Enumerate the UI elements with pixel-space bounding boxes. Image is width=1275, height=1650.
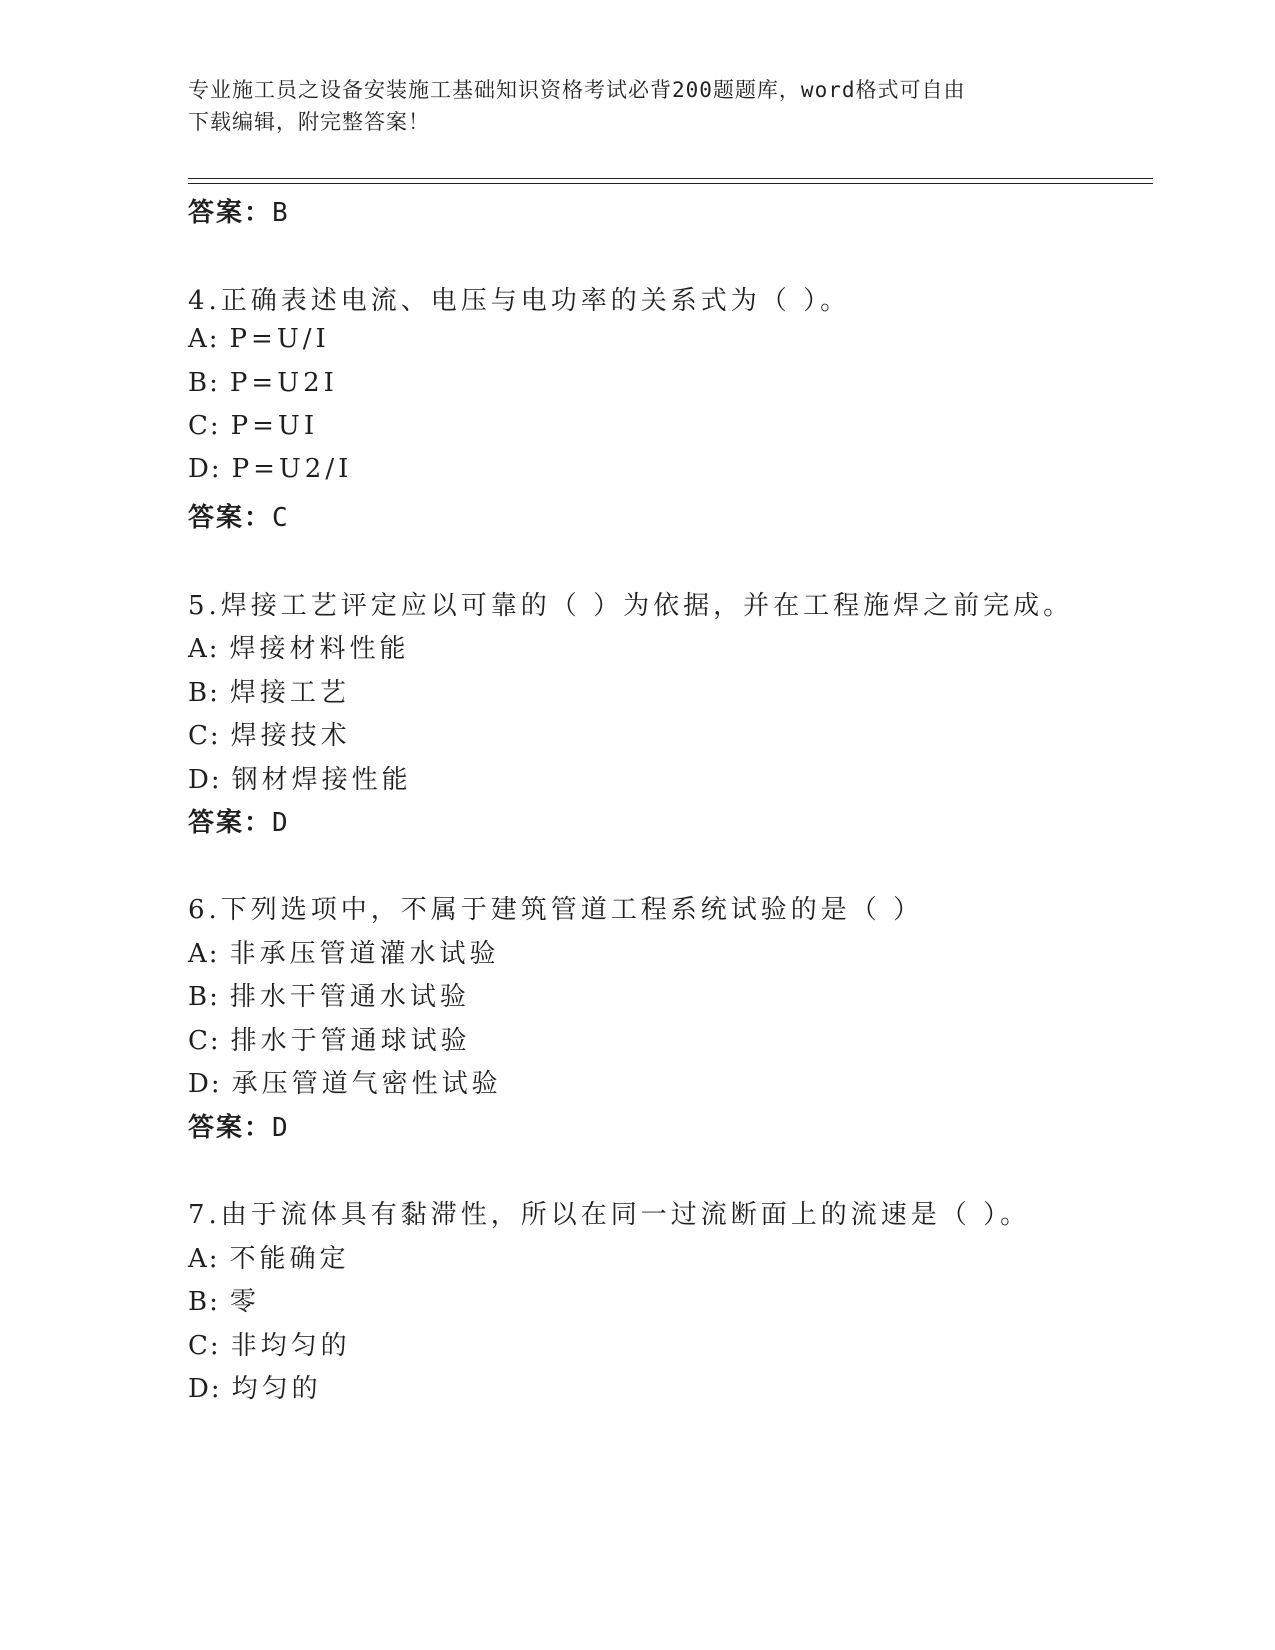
option-text: P=UI [230, 411, 319, 441]
answer-line-q6 [188, 1107, 290, 1144]
option-text: 均匀的 [231, 1374, 322, 1404]
answer-value: C [272, 503, 290, 533]
question-stem-6: 6.下列选项中，不属于建筑管道工程系统试验的是（ ） [188, 895, 924, 925]
answer-label: 答案： [188, 503, 273, 533]
option-q6-d [188, 1063, 502, 1100]
option-prefix: B: [188, 678, 220, 708]
answer-line-prev [188, 192, 290, 229]
option-prefix: A: [188, 1244, 220, 1274]
option-prefix: A: [188, 634, 220, 664]
option-text: 焊接工艺 [229, 678, 350, 708]
option-q5-b [188, 672, 350, 709]
option-prefix: B: [188, 1287, 220, 1317]
option-q7-b [188, 1281, 260, 1318]
option-text: 排水于管通球试验 [230, 1026, 471, 1056]
option-text: 非均匀的 [230, 1331, 351, 1361]
option-q7-c [188, 1325, 351, 1362]
option-prefix: D: [188, 454, 222, 484]
answer-value: B [272, 198, 290, 228]
option-text: 排水干管通水试验 [229, 982, 470, 1012]
question-stem-4: 4.正确表述电流、电压与电功率的关系式为（ ）。 [188, 286, 851, 316]
option-text: 焊接技术 [230, 721, 351, 751]
option-prefix: D: [188, 765, 222, 795]
header-line-2: 下载编辑，附完整答案！ [188, 110, 430, 134]
option-prefix: C: [188, 411, 221, 441]
option-prefix: D: [188, 1374, 222, 1404]
option-q5-a [188, 628, 410, 665]
option-q4-b [188, 368, 338, 398]
option-prefix: B: [188, 982, 220, 1012]
header-divider-bottom [188, 183, 1153, 184]
option-text: 焊接材料性能 [229, 634, 410, 664]
option-text: P=U2/I [231, 454, 353, 484]
answer-label: 答案： [188, 1113, 273, 1143]
header-divider-top [188, 178, 1153, 179]
option-text: 零 [229, 1287, 260, 1317]
option-prefix: A: [188, 324, 220, 354]
header-line-1: 专业施工员之设备安装施工基础知识资格考试必背200题题库，word格式可自由 [188, 78, 966, 102]
answer-line-q5 [188, 802, 290, 839]
option-prefix: D: [188, 1069, 222, 1099]
answer-value: D [272, 1113, 290, 1143]
option-q6-a [188, 933, 500, 970]
option-q7-a [188, 1238, 350, 1275]
option-q4-c [188, 411, 318, 441]
option-text: P=U/I [229, 324, 330, 354]
option-text: 非承压管道灌水试验 [229, 939, 500, 969]
option-q4-d [188, 454, 352, 484]
option-prefix: C: [188, 1026, 221, 1056]
option-q6-b [188, 976, 470, 1013]
answer-value: D [272, 808, 290, 838]
option-q5-c [188, 715, 351, 752]
option-text: 钢材焊接性能 [231, 765, 412, 795]
option-text: 承压管道气密性试验 [231, 1069, 502, 1099]
answer-label: 答案： [188, 808, 273, 838]
option-prefix: B: [188, 368, 220, 398]
option-prefix: A: [188, 939, 220, 969]
option-q4-a [188, 324, 330, 354]
option-prefix: C: [188, 721, 221, 751]
question-stem-7: 7.由于流体具有黏滞性，所以在同一过流断面上的流速是（ ）。 [188, 1200, 1031, 1230]
option-q5-d [188, 759, 412, 796]
option-text: P=U2I [229, 368, 338, 398]
answer-line-q4 [188, 497, 290, 534]
document-header [188, 74, 1088, 138]
question-stem-5: 5.焊接工艺评定应以可靠的（ ）为依据，并在工程施焊之前完成。 [188, 591, 1074, 621]
option-text: 不能确定 [229, 1244, 350, 1274]
option-q7-d [188, 1368, 322, 1405]
answer-label: 答案： [188, 198, 273, 228]
option-prefix: C: [188, 1331, 221, 1361]
option-q6-c [188, 1020, 471, 1057]
